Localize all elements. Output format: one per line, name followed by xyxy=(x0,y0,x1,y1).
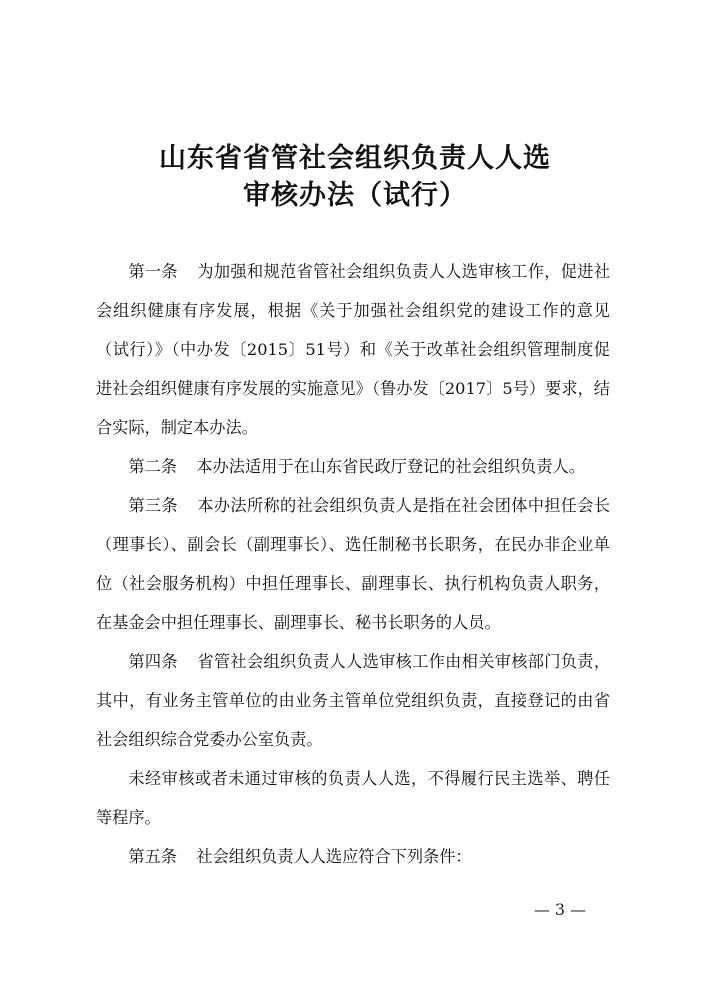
article-number: 第二条 xyxy=(128,457,177,476)
article-paragraph xyxy=(96,642,610,759)
paragraph-text: 未经审核或者未通过审核的负责人人选，不得履行民主选举、聘任等程序。 xyxy=(96,769,610,827)
article-paragraph xyxy=(96,837,610,876)
article-number: 第三条 xyxy=(128,496,178,515)
page-number: — 3 — xyxy=(533,900,587,919)
article-number: 第四条 xyxy=(128,652,178,671)
document-body xyxy=(96,252,610,876)
article-text: 省管社会组织负责人人选审核工作由相关审核部门负责，其中，有业务主管单位的由业务主管单位党组织负责，直接登记的由省社会组织综合党委办公室负责。 xyxy=(96,652,611,749)
article-number: 第五条 xyxy=(128,847,177,866)
continuation-paragraph xyxy=(96,759,610,837)
article-paragraph xyxy=(96,447,610,486)
document-title-line-2: 审核办法（试行） xyxy=(243,180,467,211)
article-text: 社会组织负责人人选应符合下列条件： xyxy=(196,847,472,866)
article-paragraph xyxy=(96,486,610,642)
article-paragraph xyxy=(96,252,610,447)
article-number: 第一条 xyxy=(128,262,178,281)
article-text: 本办法所称的社会组织负责人是指在社会团体中担任会长（理事长）、副会长（副理事长）、选任制秘书长职务，在民办非企业单位（社会服务机构）中担任理事长、副理事长、执行机构负责人职务，在基金会中担任理事长、副理事长、秘书长职务的人员。 xyxy=(96,496,611,632)
article-text: 本办法适用于在山东省民政厅登记的社会组织负责人。 xyxy=(196,457,585,476)
document-title-line-1: 山东省省管社会组织负责人人选 xyxy=(159,143,551,174)
article-text: 为加强和规范省管社会组织负责人人选审核工作，促进社会组织健康有序发展，根据《关于加强社会组织党的建设工作的意见（试行）》（中办发〔2015〕51号）和《关于改革社会组织管理制度促进社会组织健康有序发展的实施意见》（鲁办发〔2017〕5号）要求，结合实际，制定本办法。 xyxy=(96,262,611,437)
